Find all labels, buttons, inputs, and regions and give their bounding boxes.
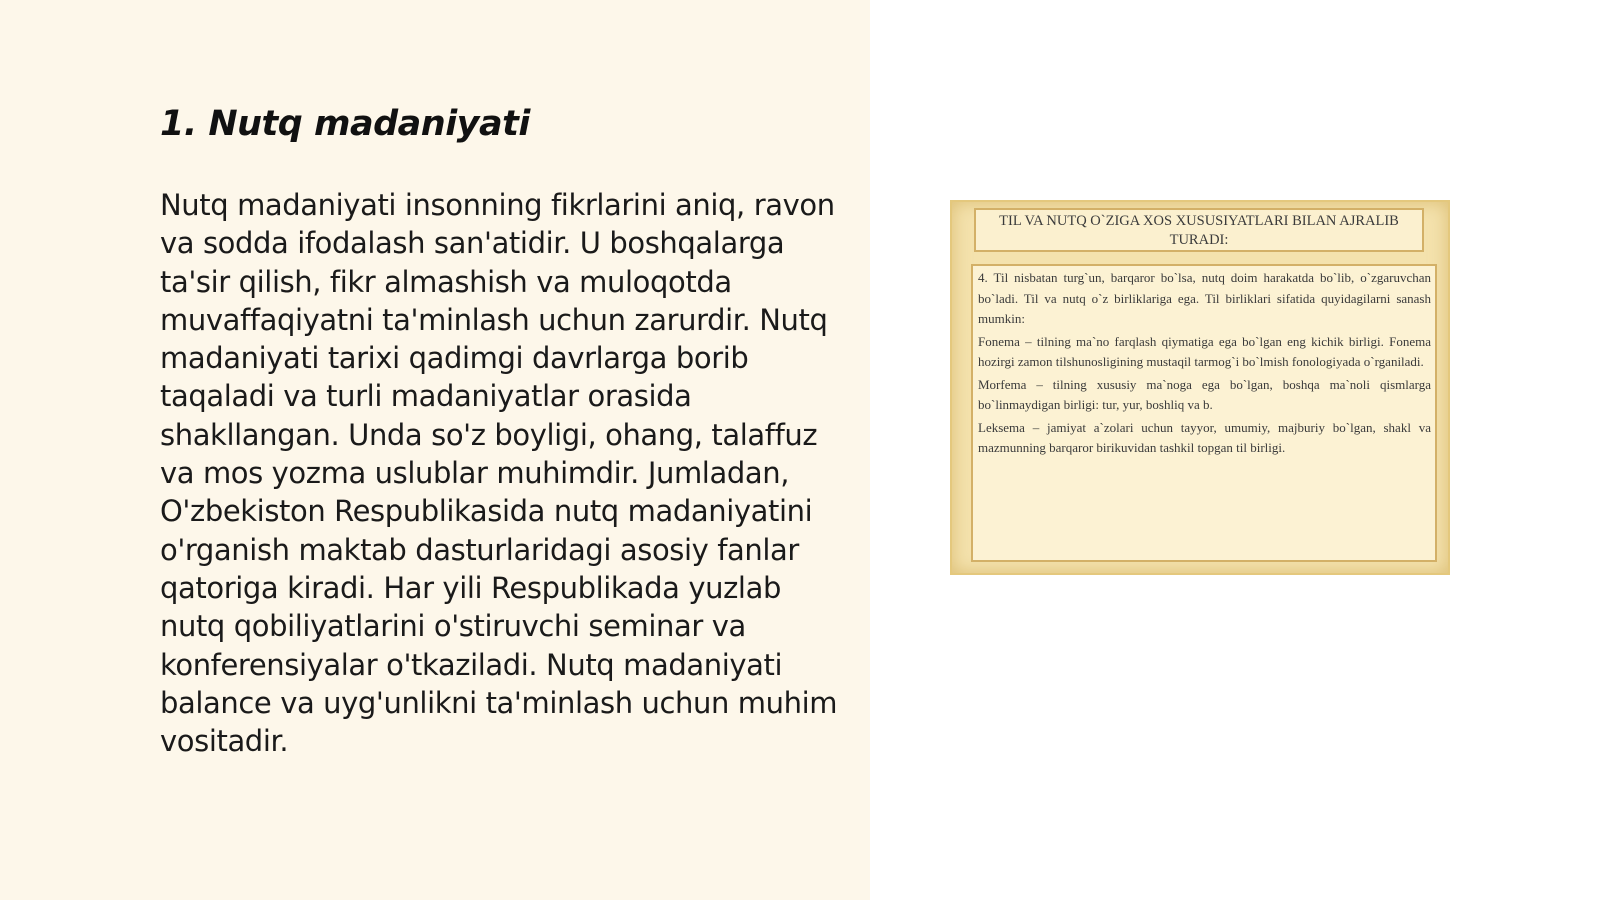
scan-paragraph: 4. Til nisbatan turg`un, barqaror bo`lsa, nutq doim harakatda bo`lib, o`zgaruvchan bo`ladi. Til va nutq o`z birliklariga ega. Til birliklari sifatida quyidagilarni sanash mumkin: bbox=[978, 270, 1431, 326]
scan-header: TIL VA NUTQ O`ZIGA XOS XUSUSIYATLARI BILAN AJRALIB TURADI: bbox=[974, 208, 1424, 252]
slide-title: 1. Nutq madaniyati bbox=[160, 104, 530, 144]
scan-paragraph: Leksema – jamiyat a`zolari uchun tayyor, umumiy, majburiy bo`lgan, shakl va mazmunning barqaror birikuvidan tashkil topgan til birligi. bbox=[978, 419, 1431, 455]
scan-content-box bbox=[971, 264, 1437, 562]
scan-paragraph: Fonema – tilning ma`no farqlash qiymatiga ega bo`lgan eng kichik birligi. Fonema hozirgi zamon tilshunosligining mustaqil tarmog`i bo`lmish fonologiyada o`rganiladi. bbox=[978, 333, 1431, 369]
slide-body-text: Nutq madaniyati insonning fikrlarini aniq, ravon va sodda ifodalash san'atidir. U boshqalarga ta'sir qilish, fikr almashish va muloqotda muvaffaqiyatni ta'minlash uchun zarurdir. Nutq madaniyati tarixi qadimgi davrlarga borib taqaladi va turli madaniyatlar orasida shakllangan. Unda so'z boyligi, ohang, talaffuz va mos yozma uslublar muhimdir. Jumladan, O'zbekiston Respublikasida nutq madaniyatini o'rganish maktab dasturlaridagi asosiy fanlar qatoriga kiradi. Har yili Respublikada yuzlab nutq qobiliyatlarini o'stiruvchi seminar va konferensiyalar o'tkaziladi. Nutq madaniyati balance va uyg'unlikni ta'minlash uchun muhim vositadir. bbox=[160, 188, 838, 759]
scan-paragraph: Morfema – tilning xususiy ma`noga ega bo`lgan, boshqa ma`noli qismlarga bo`linmaydigan birligi: tur, yur, boshliq va b. bbox=[978, 376, 1431, 412]
textbook-scan-image bbox=[950, 200, 1450, 575]
